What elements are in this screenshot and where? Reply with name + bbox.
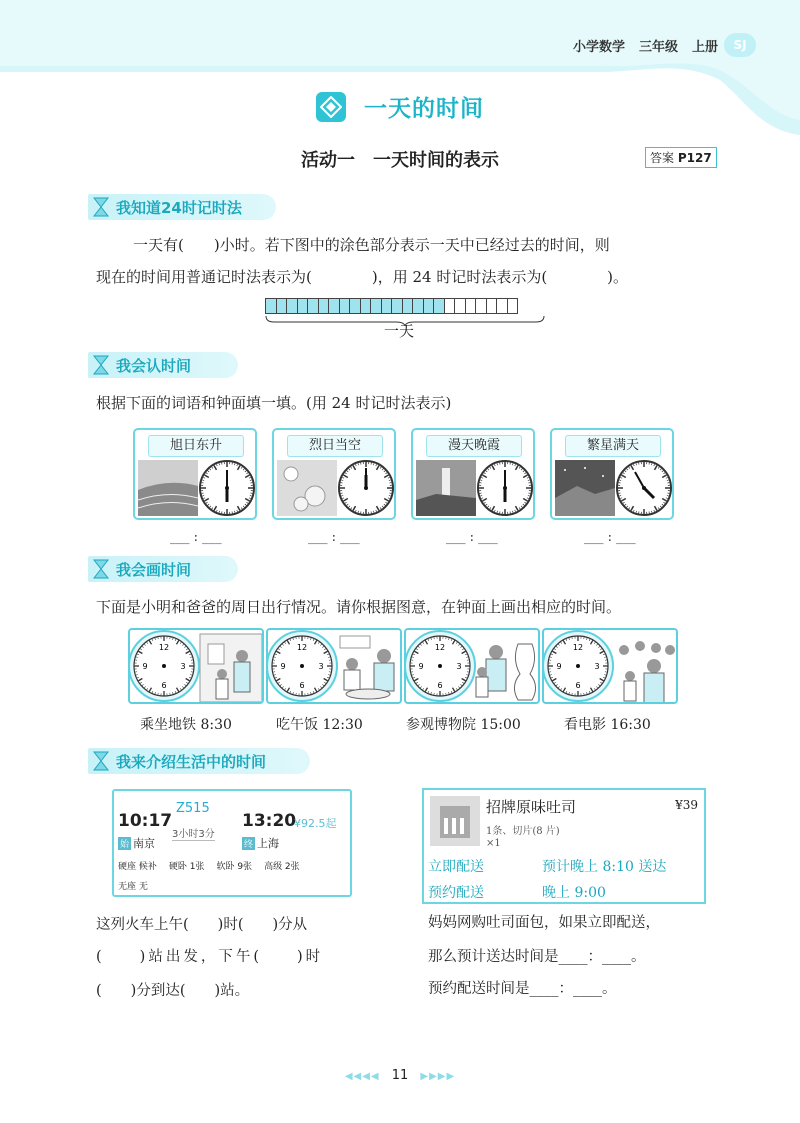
svg-text:12: 12 <box>296 643 308 652</box>
blank-clock-layer <box>128 628 678 704</box>
svg-text:6: 6 <box>299 681 305 690</box>
edition-badge: SJ <box>724 33 756 57</box>
book-header <box>573 36 718 55</box>
strip-label: 一天 <box>384 322 415 340</box>
unit-title: 一天的时间 <box>364 96 484 122</box>
answer-page: P127 <box>677 151 712 165</box>
from-name: 南京 <box>133 837 156 850</box>
clock-card-sunset <box>411 428 535 520</box>
q2-instruction: 根据下面的词语和钟面填一填。(用 24 时记时法表示) <box>96 394 452 412</box>
header-grade: 三年级 <box>638 40 678 55</box>
header-volume: 上册 <box>691 40 718 55</box>
clock-face <box>336 458 396 518</box>
lighthouse-photo <box>416 460 476 516</box>
from-station <box>118 835 155 851</box>
train-ticket-card <box>112 789 352 897</box>
delivery-now-label: 立即配送 <box>428 859 484 875</box>
section-tag-read-time <box>88 352 191 378</box>
left-arrows-icon: ◀◀◀◀ <box>344 1071 380 1082</box>
svg-text:9: 9 <box>556 662 562 671</box>
blank-clock-face[interactable] <box>543 631 613 701</box>
card-label: 烈日当空 <box>287 435 383 457</box>
seat-item: 软卧 9张 <box>216 862 253 872</box>
blank-clock-face[interactable] <box>129 631 199 701</box>
hourglass-icon <box>92 197 110 217</box>
seat-item: 高级 2张 <box>264 862 300 872</box>
answer-reference <box>645 147 717 168</box>
day-hours-strip <box>266 298 518 314</box>
q4-right-line1: 妈妈网购吐司面包，如果立即配送， <box>428 915 660 931</box>
q1-line2: 现在的时间用普通记时法表示为( )，用 24 时记时法表示为( )。 <box>96 268 629 286</box>
hourglass-icon <box>92 559 110 579</box>
arrive-time: 13:20 <box>242 811 297 831</box>
card-label: 漫天晚霞 <box>426 435 522 457</box>
bread-package-image <box>430 796 480 846</box>
terraced-fields-photo <box>138 460 198 516</box>
activity-label: 看电影 16:30 <box>564 717 651 733</box>
activity-clock-row <box>128 628 678 704</box>
hourglass-icon <box>92 355 110 375</box>
duration: 3小时3分 <box>172 825 215 841</box>
page-footer <box>0 1068 800 1083</box>
q4-left-line1: 这列火车上午( )时( )分从 <box>96 917 308 933</box>
product-title: 招牌原味吐司 <box>486 798 577 816</box>
clock-card-noon <box>272 428 396 520</box>
activity-labels <box>140 714 684 734</box>
svg-text:6: 6 <box>575 681 581 690</box>
delivery-scheduled-time: 晚上 9:00 <box>542 885 606 901</box>
sun-flowers-photo <box>277 460 337 516</box>
seat-item: 硬卧 1张 <box>168 862 205 872</box>
from-tag: 始 <box>118 837 131 850</box>
diamond-arrows-icon <box>316 92 346 122</box>
ticket-price: ¥92.5起 <box>294 817 337 830</box>
unit-title-block <box>0 90 800 123</box>
answer-blank[interactable]: ___ : ___ <box>584 530 636 545</box>
section-title: 我会认时间 <box>116 356 192 375</box>
answer-blank[interactable]: ___ : ___ <box>446 530 498 545</box>
section-title: 我知道24时记时法 <box>116 198 242 217</box>
activity-label: 乘坐地铁 8:30 <box>140 717 232 733</box>
section-tag-life-time <box>88 748 266 774</box>
card-label: 旭日东升 <box>148 435 244 457</box>
q4-right-line2: 那么预计送达时间是____：____。 <box>428 949 646 965</box>
hour-cell <box>507 298 519 314</box>
q4-right-line3: 预约配送时间是____：____。 <box>428 981 617 997</box>
product-spec: 1条、切片(8 片) <box>486 826 560 837</box>
to-name: 上海 <box>257 837 280 850</box>
section-title: 我会画时间 <box>116 560 192 579</box>
page-number: 11 <box>391 1068 409 1083</box>
svg-text:6: 6 <box>161 681 167 690</box>
blank-clock-face[interactable] <box>267 631 337 701</box>
q4-left-line3: ( )分到达( )站。 <box>96 983 250 999</box>
section-tag-draw-time <box>88 556 191 582</box>
svg-text:3: 3 <box>456 662 462 671</box>
clock-face <box>197 458 257 518</box>
hourglass-icon <box>92 751 110 771</box>
product-price: ¥39 <box>675 798 698 812</box>
svg-text:12: 12 <box>158 643 170 652</box>
activity-label: 吃午饭 12:30 <box>276 717 363 733</box>
clock-card-sunrise <box>133 428 257 520</box>
svg-text:6: 6 <box>437 681 443 690</box>
delivery-scheduled-label: 预约配送 <box>428 885 484 901</box>
svg-text:9: 9 <box>418 662 424 671</box>
svg-text:3: 3 <box>180 662 186 671</box>
svg-text:9: 9 <box>280 662 286 671</box>
clock-card-night <box>550 428 674 520</box>
product-qty: ×1 <box>486 838 501 849</box>
blank-clock-face[interactable] <box>405 631 475 701</box>
depart-time: 10:17 <box>118 811 173 831</box>
delivery-now-time: 预计晚上 8:10 送达 <box>542 859 667 875</box>
svg-text:12: 12 <box>572 643 584 652</box>
seat-extra: 无座 无 <box>118 882 148 892</box>
q1-line1: 一天有( )小时。若下图中的涂色部分表示一天中已经过去的时间，则 <box>133 236 610 254</box>
svg-text:12: 12 <box>434 643 446 652</box>
svg-text:3: 3 <box>318 662 324 671</box>
clock-face <box>475 458 535 518</box>
answer-label: 答案 <box>650 151 675 165</box>
right-arrows-icon: ▶▶▶▶ <box>420 1071 456 1082</box>
train-number: Z515 <box>176 801 210 816</box>
activity-label: 参观博物院 15:00 <box>406 717 521 733</box>
q3-instruction: 下面是小明和爸爸的周日出行情况。请你根据图意，在钟面上画出相应的时间。 <box>96 598 622 616</box>
starry-sky-photo <box>555 460 615 516</box>
answer-blank[interactable]: ___ : ___ <box>308 530 360 545</box>
seat-list <box>118 859 300 872</box>
header-subject: 小学数学 <box>572 40 625 55</box>
card-label: 繁星满天 <box>565 435 661 457</box>
clock-face <box>614 458 674 518</box>
to-tag: 终 <box>242 837 255 850</box>
activity-title: 活动一 一天时间的表示 <box>301 150 499 171</box>
to-station <box>242 835 279 851</box>
answer-blank[interactable]: ___ : ___ <box>170 530 222 545</box>
bread-order-card <box>422 788 706 904</box>
section-title: 我来介绍生活中的时间 <box>116 752 267 771</box>
section-tag-24h <box>88 194 242 220</box>
svg-text:9: 9 <box>142 662 148 671</box>
q4-left-line2: ( )站出发，下午( )时 <box>96 949 324 965</box>
svg-text:3: 3 <box>594 662 600 671</box>
seat-item: 硬座 候补 <box>118 862 157 872</box>
